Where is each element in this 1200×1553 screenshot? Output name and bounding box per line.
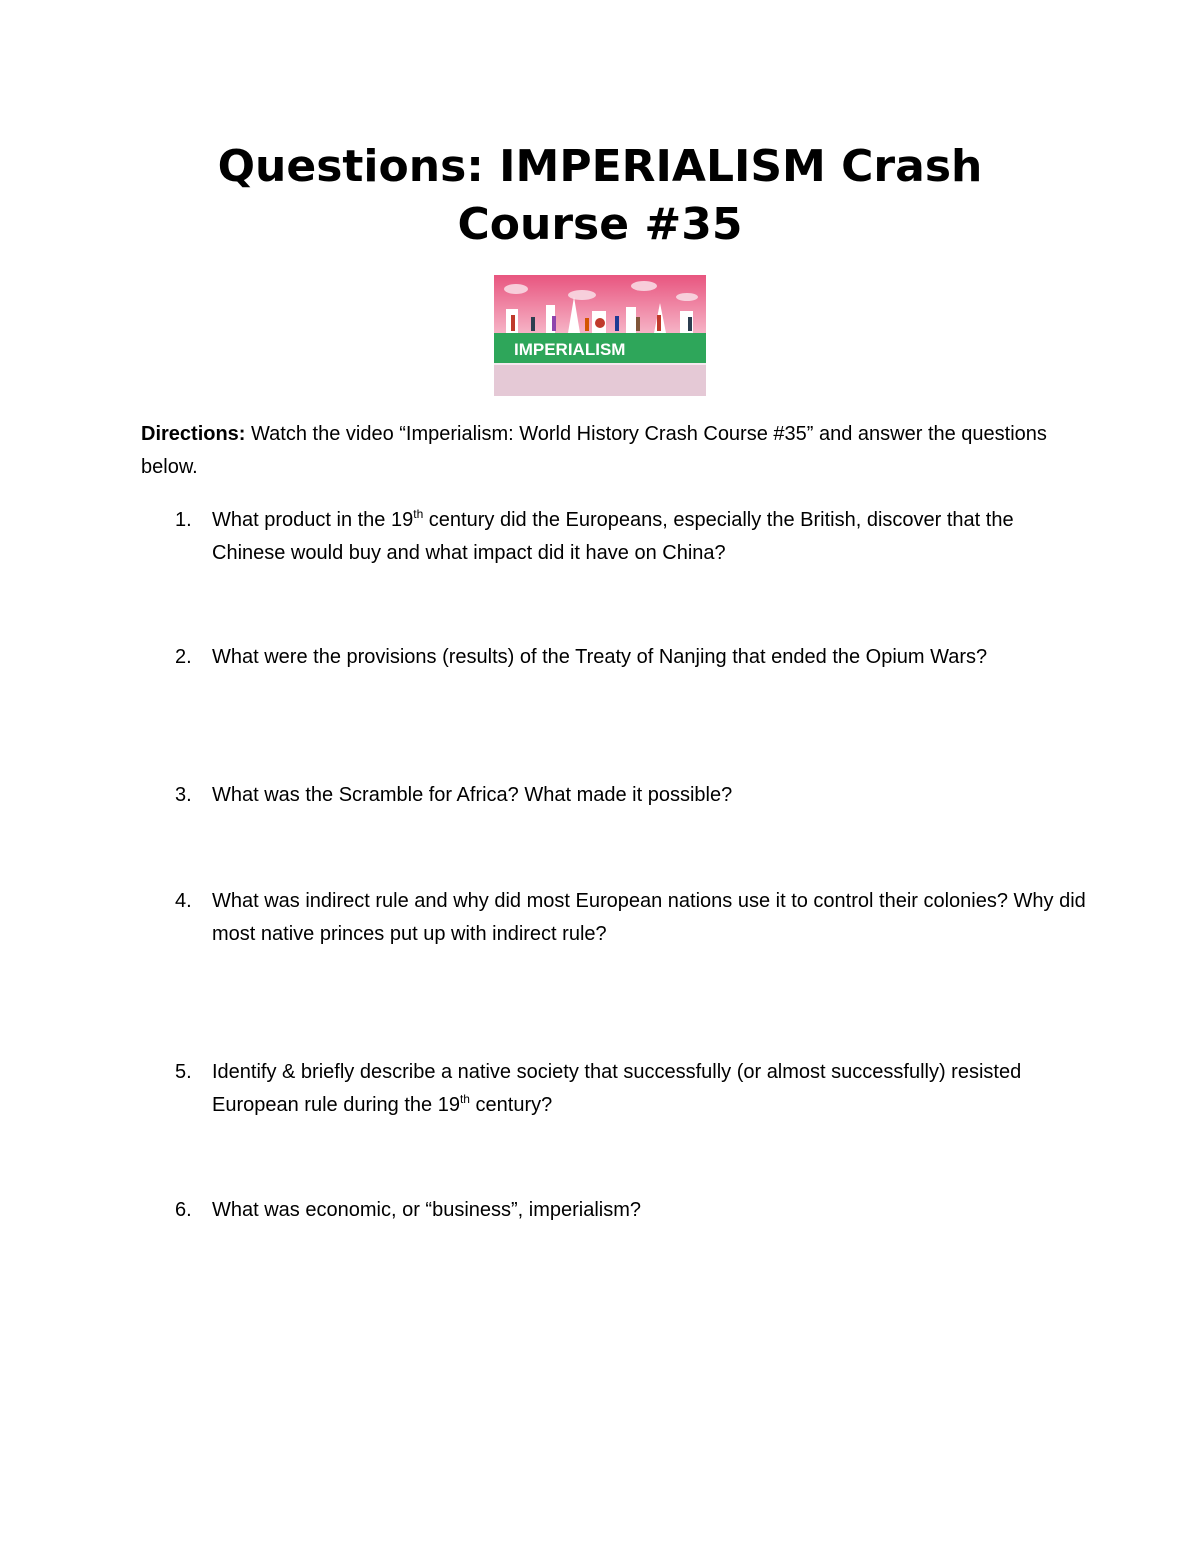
banner-label: IMPERIALISM bbox=[514, 340, 626, 359]
page-title bbox=[150, 138, 1050, 254]
question-number: 4. bbox=[175, 890, 192, 912]
directions-label: Directions: bbox=[141, 423, 246, 445]
question-text-part: century did the Europeans, especially the British, discover that the Chinese would buy and what impact did it have on China? bbox=[212, 509, 1014, 564]
banner-floor bbox=[494, 363, 706, 396]
directions-paragraph bbox=[141, 418, 1081, 484]
question-number: 1. bbox=[175, 509, 192, 531]
question-number: 5. bbox=[175, 1061, 192, 1083]
title-line-1: Questions: IMPERIALISM Crash bbox=[217, 141, 983, 192]
title-line-2: Course #35 bbox=[457, 199, 743, 250]
imperialism-banner-image bbox=[494, 275, 706, 396]
question-text-part: What product in the 19 bbox=[212, 509, 414, 531]
question-text-part: Identify & briefly describe a native society that successfully (or almost successfully) resisted European rule during the 19 bbox=[212, 1061, 1022, 1116]
question-number: 3. bbox=[175, 784, 192, 806]
question-number: 2. bbox=[175, 646, 192, 668]
question-number: 6. bbox=[175, 1199, 192, 1221]
question-text: What was the Scramble for Africa? What made it possible? bbox=[212, 784, 733, 806]
question-text bbox=[212, 1056, 1092, 1122]
question-text-part: century? bbox=[469, 1094, 553, 1116]
question-text bbox=[212, 504, 1092, 570]
question-text: What was economic, or “business”, imperialism? bbox=[212, 1199, 642, 1221]
banner-divider bbox=[494, 363, 706, 365]
ordinal-superscript: th bbox=[459, 1092, 470, 1106]
question-text: What was indirect rule and why did most European nations use it to control their colonies? Why did most native princes put up with indirect rule? bbox=[212, 890, 1086, 945]
question-text: What were the provisions (results) of the Treaty of Nanjing that ended the Opium Wars? bbox=[212, 646, 988, 668]
ordinal-superscript: th bbox=[413, 507, 424, 521]
directions-text: Watch the video “Imperialism: World History Crash Course #35” and answer the questions below. bbox=[141, 423, 1047, 478]
